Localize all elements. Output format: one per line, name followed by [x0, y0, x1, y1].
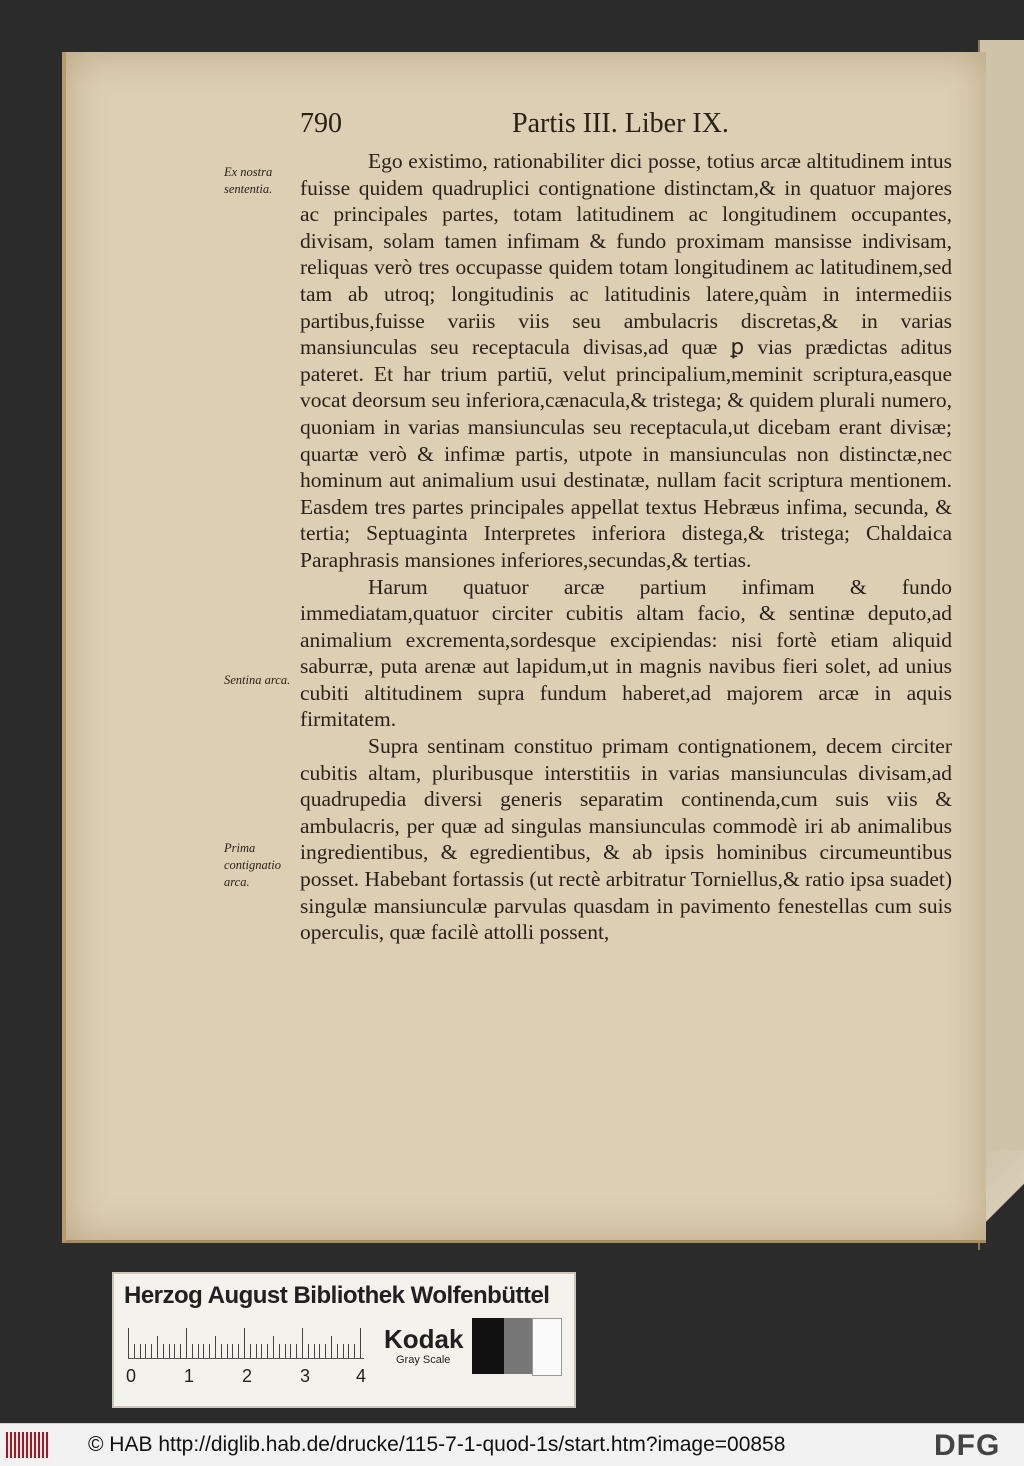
ruler-number: 3	[300, 1366, 311, 1386]
ruler-tick	[250, 1344, 251, 1358]
barcode-icon	[6, 1432, 50, 1458]
ruler-tick	[215, 1336, 216, 1358]
paragraph-2: Harum quatuor arcæ partium infimam & fundo immediatam,quatuor circiter cubitis altam facio, & sentinæ deputo,ad animalium excrementa,sordesque excipiendas: nisi fortè etiam aliquid saburræ, puta arenæ aut lapidum,ut in magnis navibus fieri solet, ad unius cubiti altitudinem supra fundum haberet,ad majorem arcæ in aquis firmitatem.	[300, 574, 952, 732]
margin-note-prima-contignatio: Prima contignatio arca.	[224, 841, 281, 889]
ruler-tick	[296, 1344, 297, 1358]
ruler-tick	[319, 1344, 320, 1358]
ruler-tick	[290, 1344, 291, 1358]
page-number: 790	[300, 108, 342, 139]
dfg-logo: DFG	[934, 1429, 1001, 1462]
paragraph-1: Ego existimo, rationabiliter dici posse, totius arcæ altitudinem intus fuisse quidem quadruplici contignatione distinctam,& in quatuor majores ac principales partes, totam latitudinem ac longitudinem occupantes, divisam, solam tamen infimam & fundo proximam mansisse indivisam, reliquas verò tres occupasse quidem totam longitudinem ac latitudinem,sed tam ab utroq; longitudinis ac latitudinis latere,quàm in intermediis partibus,fuisse variis viis seu ambulacris discretas,& in varias mansiunculas seu receptacula divisas,ad quæ ꝑ vias prædictas aditus pateret. Et har trium partiū, velut principalium,meminit scriptura,easque vocat deorsum seu inferiora,cænacula,& tristega; & quidem plurali numero, quoniam in varias mansiunculas seu receptacula,ut dicebam erant divisæ; quartæ verò & infimæ partis, utpote in mansiunculas non distinctæ,nec hominum aut animalium usui destinatæ, nullam facit scriptura mentionem. Easdem tres partes principales appellat textus Hebræus infima, secunda, & tertia; Septuaginta Interpretes inferiora distega,& tristega; Chaldaica Paraphrasis mansiones inferiores,secundas,& tertias.	[300, 149, 952, 572]
gray-swatch-black	[472, 1318, 504, 1374]
page-fold	[980, 1150, 1024, 1260]
ruler-tick	[145, 1344, 146, 1358]
ruler-tick	[256, 1344, 257, 1358]
gray-scale-label: Gray Scale	[396, 1354, 451, 1366]
kodak-logo: Kodak	[384, 1324, 464, 1354]
ruler-tick	[140, 1344, 141, 1358]
ruler-number: 2	[242, 1366, 253, 1386]
ruler-tick	[169, 1344, 170, 1358]
ruler-tick	[209, 1344, 210, 1358]
ruler-tick	[279, 1344, 280, 1358]
ruler-tick	[238, 1344, 239, 1358]
ruler-tick	[157, 1336, 158, 1358]
viewer-footer	[0, 1423, 1024, 1466]
ruler-tick	[198, 1344, 199, 1358]
ruler-tick	[285, 1344, 286, 1358]
page-header	[300, 108, 960, 148]
ruler-tick	[261, 1344, 262, 1358]
ruler-tick	[244, 1328, 245, 1358]
measurement-ruler	[128, 1326, 364, 1359]
ruler-tick	[221, 1344, 222, 1358]
ruler-tick	[186, 1328, 187, 1358]
gray-swatch-white	[532, 1318, 562, 1376]
ruler-tick	[302, 1328, 303, 1358]
ruler-tick	[232, 1344, 233, 1358]
ruler-tick	[163, 1344, 164, 1358]
ruler-tick	[308, 1344, 309, 1358]
ruler-tick	[348, 1344, 349, 1358]
ruler-number: 0	[126, 1366, 137, 1386]
ruler-tick	[203, 1344, 204, 1358]
ruler-number: 1	[184, 1366, 195, 1386]
ruler-tick	[128, 1328, 129, 1358]
body-text	[300, 148, 952, 946]
ruler-tick	[273, 1336, 274, 1358]
ruler-tick	[180, 1344, 181, 1358]
ruler-tick	[174, 1344, 175, 1358]
running-title: Partis III. Liber IX.	[512, 108, 729, 139]
margin-note-ex-nostra: Ex nostra sententia.	[224, 165, 273, 196]
paragraph-3: Supra sentinam constituo primam contignationem, decem circiter cubitis altam, pluribusque interstitiis in varias mansiunculas divisam,ad quadrupedia diversi generis separatim continenda,cum suis viis & ambulacris, per quæ ad singulas mansiunculas commodè iri ab animalibus ingredientibus, & egredientibus, & ab ipsis hominibus circumeuntibus posset. Habebant fortassis (ut rectè arbitratur Torniellus,& ratio ipsa suadet) singulæ mansiunculæ parvulas quasdam in pavimento fenestellas cum suis operculis, quæ facilè attolli possent,	[300, 734, 952, 945]
ruler-tick	[360, 1328, 361, 1358]
ruler-tick	[267, 1344, 268, 1358]
ruler-tick	[331, 1336, 332, 1358]
ruler-tick	[337, 1344, 338, 1358]
library-name: Herzog August Bibliothek Wolfenbüttel	[124, 1282, 550, 1309]
ruler-tick	[314, 1344, 315, 1358]
ruler-tick	[227, 1344, 228, 1358]
source-link[interactable]: © HAB http://diglib.hab.de/drucke/115-7-1-quod-1s/start.htm?image=00858	[88, 1433, 786, 1456]
ruler-tick	[151, 1344, 152, 1358]
ruler-tick	[192, 1344, 193, 1358]
ruler-tick	[134, 1344, 135, 1358]
ruler-tick	[325, 1344, 326, 1358]
library-label-card	[112, 1272, 576, 1408]
ruler-number: 4	[356, 1366, 367, 1386]
ruler-tick	[354, 1344, 355, 1358]
ruler-tick	[343, 1344, 344, 1358]
gray-swatch-mid	[504, 1318, 532, 1374]
margin-note-sentina: Sentina arca.	[224, 673, 291, 687]
